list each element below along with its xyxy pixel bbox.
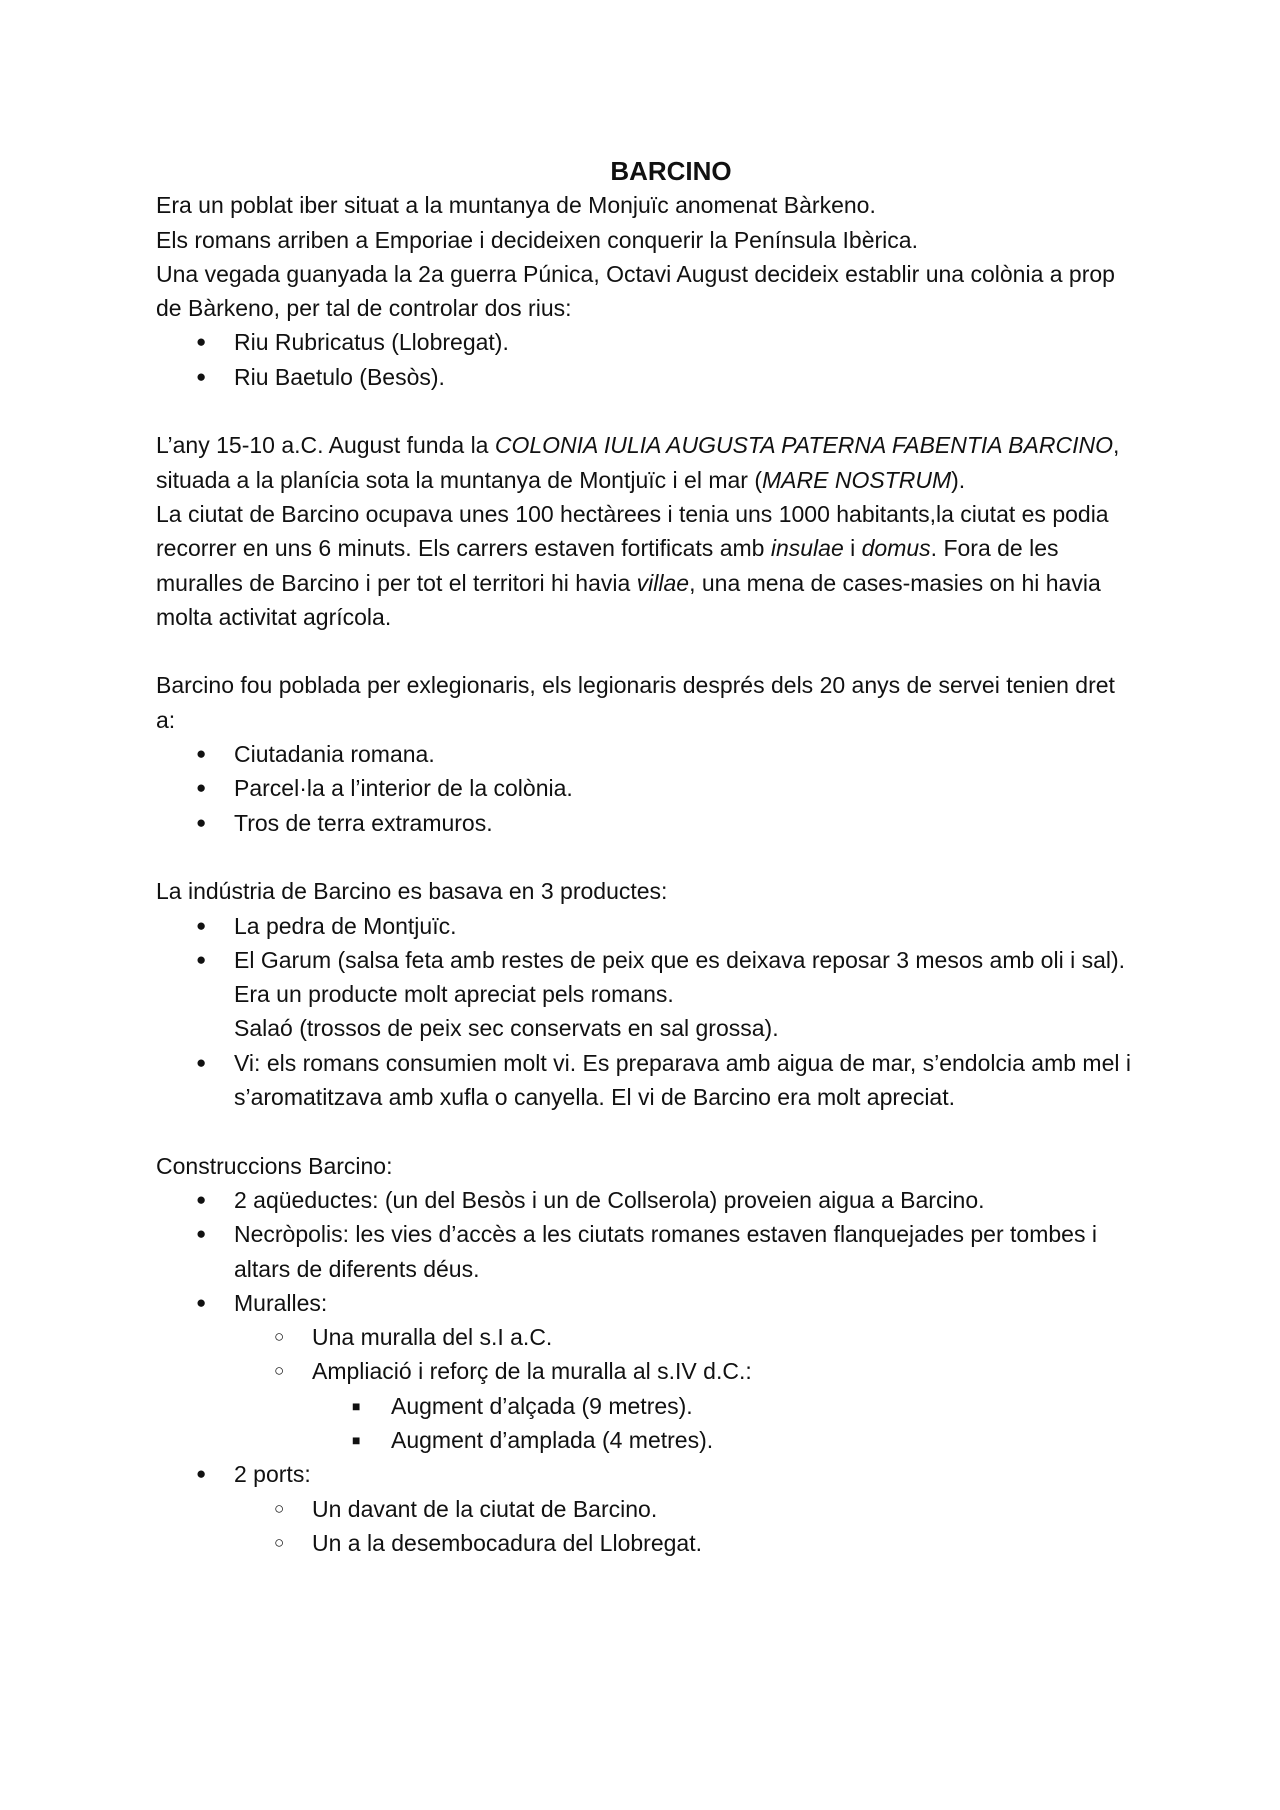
paragraph-gap — [156, 394, 1136, 428]
bullet-icon — [196, 806, 206, 840]
foundation-paragraph: L’any 15-10 a.C. August funda la COLONIA IULIA AUGUSTA PATERNA FABENTIA BARCINO, situada a la planícia sota la muntanya de Montjuïc i el mar (MARE NOSTRUM). — [156, 432, 1120, 493]
bullet-icon — [196, 1046, 206, 1080]
circle-bullet-icon — [274, 1320, 284, 1354]
bullet-icon — [196, 909, 206, 943]
constructions-list — [156, 1183, 1136, 1560]
circle-bullet-icon — [274, 1492, 284, 1526]
intro-line-1: Era un poblat iber situat a la muntanya de Monjuïc anomenat Bàrkeno. — [156, 192, 876, 219]
intro-line-2: Els romans arriben a Emporiae i decideixen conquerir la Península Ibèrica. — [156, 226, 918, 253]
sub-list-item: ○ Un davant de la ciutat de Barcino. — [156, 1492, 1136, 1526]
list-item: ● El Garum (salsa feta amb restes de peix que es deixava reposar 3 mesos amb oli i sal). Era un producte molt apreciat pels romans. — [156, 943, 1136, 1012]
city-paragraph: La ciutat de Barcino ocupava unes 100 hectàrees i tenia uns 1000 habitants,la ciutat es podia recorrer en uns 6 minuts. Els carrers estaven fortificats amb insulae i domus. Fora de les muralles de Barcino i per tot el territori hi havia villae, una mena de cases-masies on hi havia molta activitat agrícola. — [156, 500, 1109, 630]
paragraph-gap — [156, 1114, 1136, 1148]
constructions-intro: Construccions Barcino: — [156, 1152, 393, 1179]
list-item: ● Tros de terra extramuros. — [156, 806, 1136, 840]
bullet-icon — [196, 1457, 206, 1491]
legion-rights-list — [156, 737, 1136, 840]
bullet-icon — [196, 360, 206, 394]
list-item: ● Necròpolis: les vies d’accès a les ciutats romanes estaven flanquejades per tombes i altars de diferents déus. — [156, 1217, 1136, 1286]
document-title: BARCINO — [610, 156, 732, 186]
paragraph-gap — [156, 840, 1136, 874]
sub-sub-list-item: ■ Augment d’alçada (9 metres). — [156, 1389, 1136, 1423]
list-item: ● 2 aqüeductes: (un del Besòs i un de Collserola) proveien aigua a Barcino. — [156, 1183, 1136, 1217]
list-item: ● 2 ports: — [156, 1457, 1136, 1491]
bullet-icon — [196, 1217, 206, 1251]
sub-sub-list-item: ■ Augment d’amplada (4 metres). — [156, 1423, 1136, 1457]
list-item-continuation: Salaó (trossos de peix sec conservats en sal grossa). — [234, 1015, 779, 1042]
list-item: ● Muralles: — [156, 1286, 1136, 1320]
circle-bullet-icon — [274, 1526, 284, 1560]
sub-list-item: ○ Una muralla del s.I a.C. — [156, 1320, 1136, 1354]
rivers-list — [156, 325, 1136, 394]
list-item: ● Parcel·la a l’interior de la colònia. — [156, 771, 1136, 805]
bullet-icon — [196, 1183, 206, 1217]
bullet-icon — [196, 737, 206, 771]
list-item: ● Riu Baetulo (Besòs). — [156, 360, 1136, 394]
bullet-icon — [196, 325, 206, 359]
industry-list — [156, 909, 1136, 1115]
bullet-icon — [196, 771, 206, 805]
legion-intro: Barcino fou poblada per exlegionaris, els legionaris després dels 20 anys de servei tenien dret a: — [156, 672, 1115, 733]
document-page — [156, 154, 1136, 1560]
sub-list-item: ○ Un a la desembocadura del Llobregat. — [156, 1526, 1136, 1560]
list-item: ● Riu Rubricatus (Llobregat). — [156, 325, 1136, 359]
square-bullet-icon — [352, 1389, 360, 1423]
paragraph-gap — [156, 634, 1136, 668]
square-bullet-icon — [352, 1423, 360, 1457]
list-item: ● Ciutadania romana. — [156, 737, 1136, 771]
list-item: ● La pedra de Montjuïc. — [156, 909, 1136, 943]
circle-bullet-icon — [274, 1354, 284, 1388]
industry-intro: La indústria de Barcino es basava en 3 productes: — [156, 878, 668, 905]
bullet-icon — [196, 943, 206, 977]
sub-list-item: ○ Ampliació i reforç de la muralla al s.IV d.C.: — [156, 1354, 1136, 1388]
list-item: ● Vi: els romans consumien molt vi. Es preparava amb aigua de mar, s’endolcia amb mel i s’aromatitzava amb xufla o canyella. El vi de Barcino era molt apreciat. — [156, 1046, 1136, 1115]
bullet-icon — [196, 1286, 206, 1320]
intro-line-3: Una vegada guanyada la 2a guerra Púnica, Octavi August decideix establir una colònia a prop de Bàrkeno, per tal de controlar dos rius: — [156, 260, 1115, 322]
